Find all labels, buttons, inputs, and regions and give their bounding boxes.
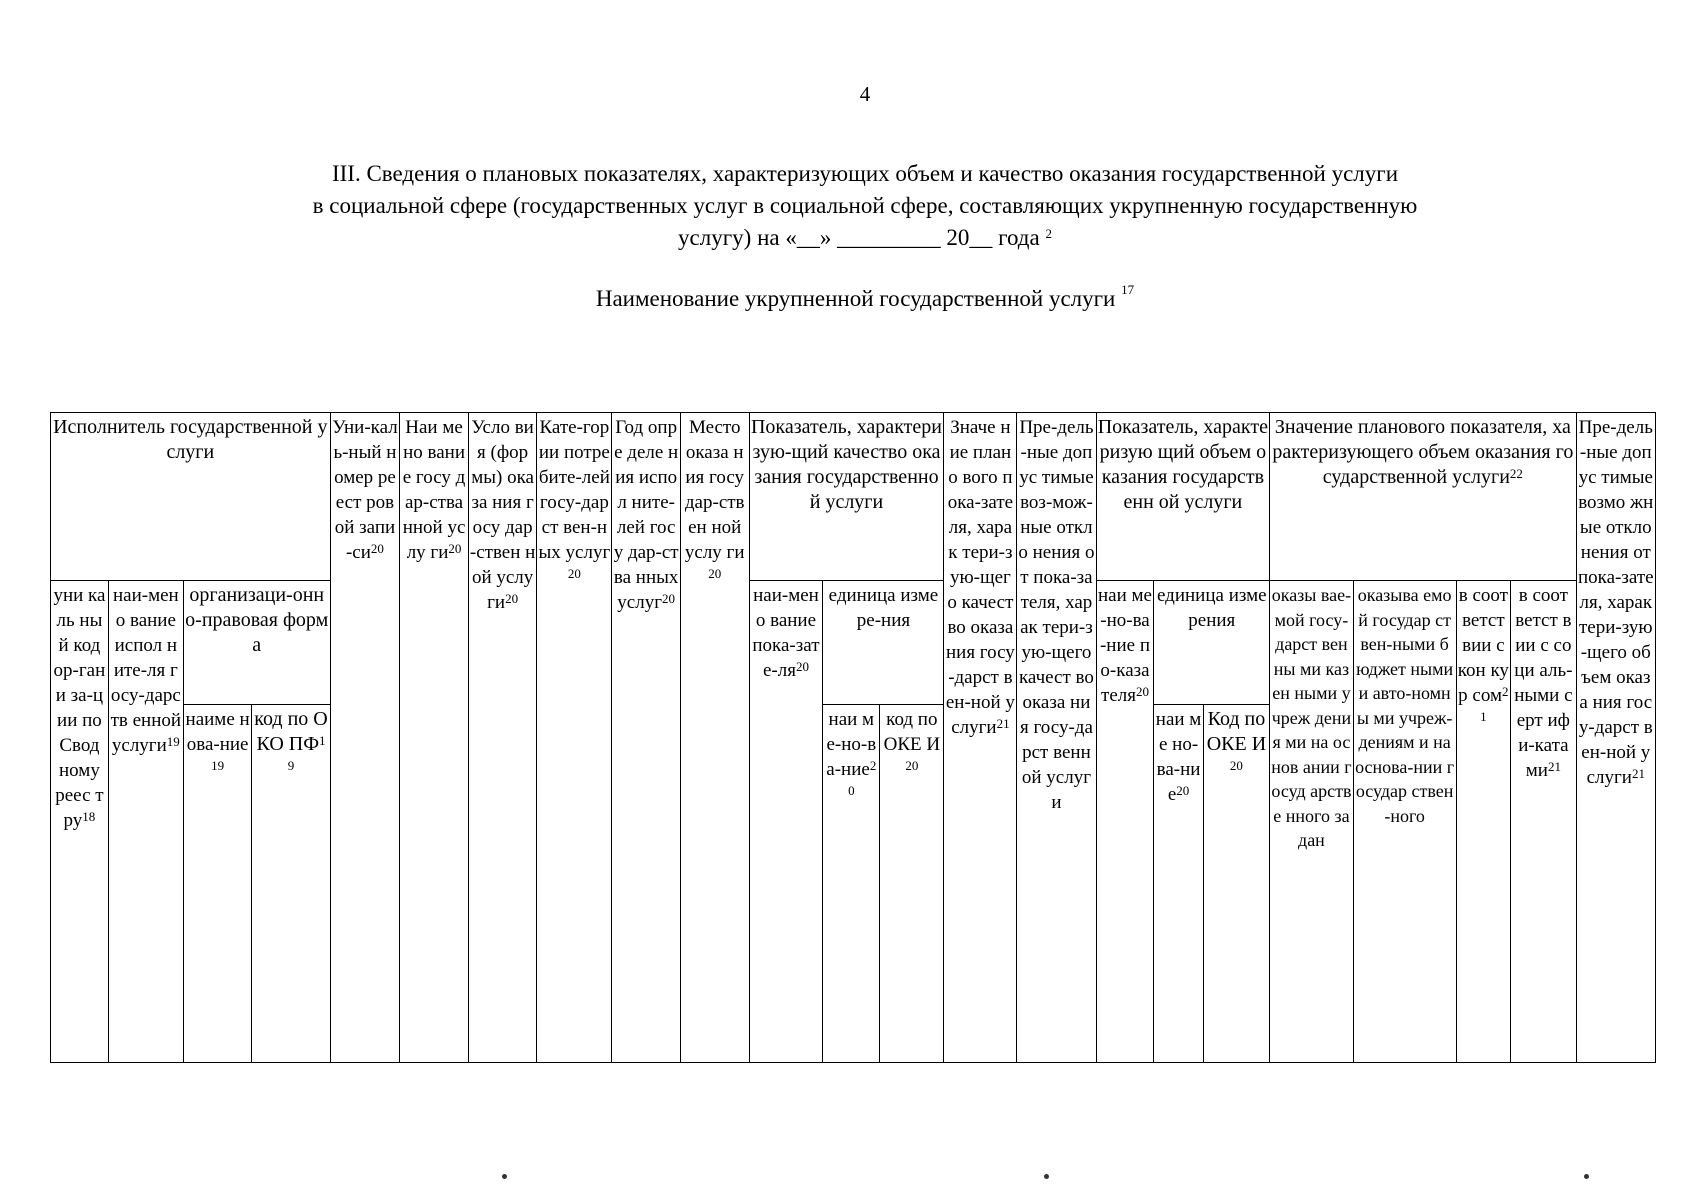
indicators-table — [50, 412, 1656, 1063]
executor-year-header: Год опре деле ния испол ните-лей госу дар-ства нных услуг$^{20}$ — [612, 413, 681, 1063]
volume-unit-header: единица измерения — [1154, 581, 1270, 705]
page-number: 4 — [859, 82, 871, 106]
footnote-ref: 2 — [1045, 226, 1052, 241]
quality-deviation-header: Пре-дель-ные допус тимые воз-мож-ные откло нения от пока-зателя, харак тери-зую-щего качест во оказа ния госу-дарст венной услуги — [1017, 413, 1096, 1063]
budget-institutions-header: оказыва емой государ ствен-ными бюджет ными и авто-номны ми учреж-дениям и на основа-нии государ ствен-ного — [1353, 581, 1456, 1063]
volume-indicator-name-header: наи ме-но-ва-ние по-каза теля$^{20}$ — [1096, 581, 1154, 1063]
executor-name-header: наи-мено вание испол ните-ля госу-дарств енной услуги$^{19}$ — [108, 581, 183, 1063]
footnote-ref: 17 — [1121, 282, 1135, 297]
scan-speck — [502, 1174, 507, 1179]
quality-value-header: Значе ние плано вого пока-зателя, харак тери-зую-щего качест во оказа ния госу-дарст вен-ной услуги$^{21}$ — [944, 413, 1017, 1063]
scan-speck — [1584, 1174, 1589, 1179]
section-title — [150, 158, 1580, 254]
okopf-code-header: код по ОКО ПФ$^{19}$ — [252, 705, 330, 1063]
volume-deviation-header: Пре-дель-ные допус тимые возмо жные откло нения от пока-зателя, харак тери-зую-щего объем оказа ния госу-дарст вен-ной услуги$^{21}$ — [1576, 413, 1655, 1063]
certificates-header: в соот ветст вии с соци аль-ными серт ифи-ката $ми^{21}$ — [1511, 581, 1576, 1063]
quality-indicator-name-header: наи-мено вание пока-$зате-ля^{20}$ — [749, 581, 823, 1063]
service-place-header: Место оказа ния госу дар-ствен ной услу $ги^{20}$ — [680, 413, 749, 1063]
service-name-header: Наи мено вание госу дар-ства нной услу $ги^{20}$ — [400, 413, 469, 1063]
volume-indicator-header: Показатель, характеризую щий объем оказания государственн ой услуги — [1096, 413, 1270, 581]
title-line-3: услугу) на «__» _________ 20__ года $^2$ — [678, 225, 1052, 250]
executor-header: Исполнитель государственной услуги — [51, 413, 331, 581]
unique-code-header: уни каль ный код ор-гани за-ции по Свод ному реес тру$^{18}$ — [51, 581, 109, 1063]
quality-indicator-header: Показатель, характеризую-щий качество оказания государственной услуги — [749, 413, 944, 581]
contest-header: в соот ветст вии с кон кур сом$^{21}$ — [1456, 581, 1511, 1063]
legal-form-header: организаци-онно-правовая форма — [183, 581, 330, 705]
title-line-1: III. Сведения о плановых показателях, характеризующих объем и качество оказания государственной услуги — [331, 161, 1399, 186]
legal-form-name-header: наиме нова-ние$^{19}$ — [183, 705, 252, 1063]
quality-unit-code-header: код по ОКЕ $И^{20}$ — [880, 705, 944, 1063]
unique-number-header: Уни-каль-ный номер реест ровой запи-$си^{20}$ — [330, 413, 400, 1063]
volume-unit-name-header: наи ме но-ва-ние$^{20}$ — [1154, 705, 1203, 1063]
quality-unit-header: единица измере-ния — [823, 581, 944, 705]
title-line-2: в социальной сфере (государственных услуг в социальной сфере, составляющих укрупненную государственную — [312, 193, 1418, 218]
quality-unit-name-header: наи ме-но-ва-ние$^{20}$ — [823, 705, 880, 1063]
gov-institutions-header: оказы вае-мой госу-дарст венны ми казен ными учреж дения ми на основ ании госуд арстве нного задан — [1270, 581, 1354, 1063]
consumer-categories-header: Кате-гории потре бите-лей госу-дарст вен-ных услуг$^{20}$ — [537, 413, 612, 1063]
volume-unit-code-header: Код по ОКЕ $И^{20}$ — [1203, 705, 1269, 1063]
conditions-header: Усло вия (фор мы) оказа ния госу дар-ствен ной услу $ги^{20}$ — [468, 413, 537, 1063]
planned-volume-header: Значение планового показателя, характеризующего объем оказания государственной услуги$^{22}$ — [1270, 413, 1576, 581]
scan-speck — [1044, 1174, 1049, 1179]
service-name-heading: Наименование укрупненной государственной услуги $^{17}$ — [595, 282, 1135, 311]
